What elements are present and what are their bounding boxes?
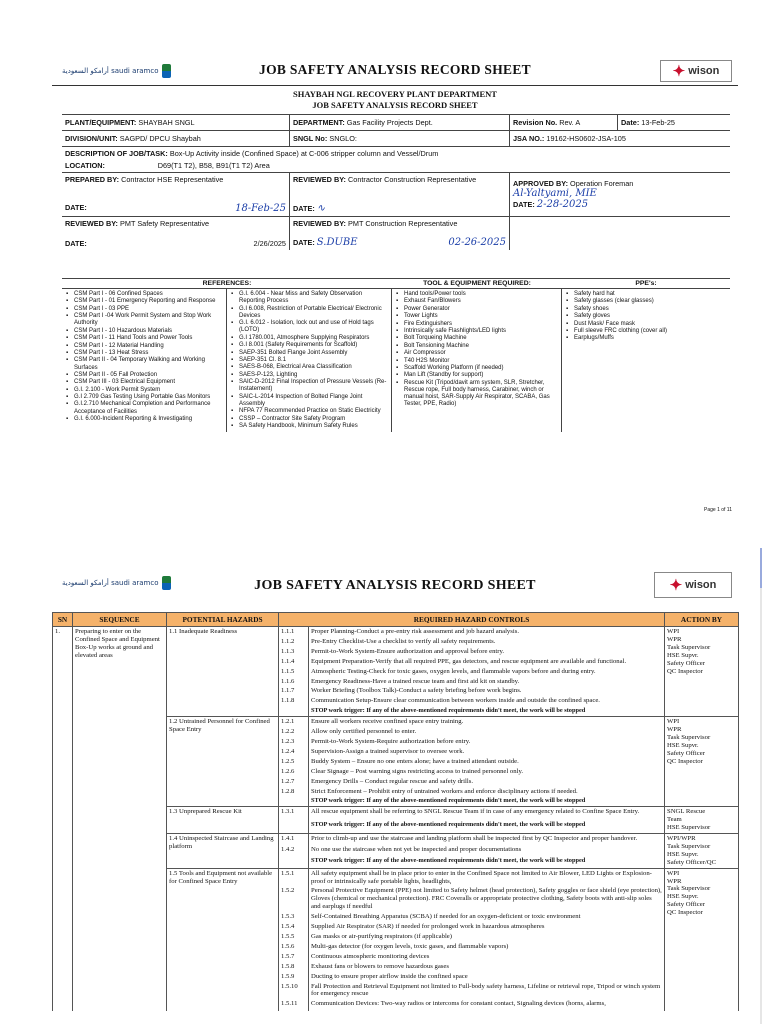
- list-item: ▪ SA Safety Handbook, Minimum Safety Rules: [231, 423, 387, 430]
- control-text: Permit-to-Work System-Ensure authorization and approval before entry.: [309, 647, 665, 657]
- control-code: 1.2.7: [279, 777, 309, 787]
- list-item: ▪ Power Generator: [396, 306, 557, 313]
- control-text: Communication Setup-Ensure clear communication between workers inside and outside the confined space.: [309, 696, 665, 706]
- list-item: ▪ SAES-B-068, Electrical Area Classification: [231, 364, 387, 371]
- list-item: ▪ CSM Part I - 10 Hazardous Materials: [66, 328, 222, 335]
- hazard-cell: 1.3 Unprepared Rescue Kit: [167, 807, 279, 834]
- control-text: Communication Devices: Two-way radios or intercoms for constant contact, Signaling devices (horns, alarms,: [309, 999, 665, 1009]
- approver-signature: Al-Yaltyami, MIE: [513, 188, 597, 199]
- list-item: ▪ CSSP – Contractor Site Safety Program: [231, 416, 387, 423]
- scrollbar-thumb[interactable]: [760, 548, 762, 588]
- control-text: Proper Planning-Conduct a pre-entry risk assessment and job hazard analysis.: [309, 627, 665, 637]
- list-item: ▪ T40 H2S Monitor: [396, 358, 557, 365]
- control-code: 1.2.2: [279, 727, 309, 737]
- references-section: REFERENCES: TOOL & EQUIPMENT REQUIRED: PPE's: ▪ CSM Part I - 06 Confined Spaces ▪ CSM Part I - 01 Emergency Reporting and Response ▪ CSM Part I - 03 PPE ▪ CSM Part I -04 Work Permit System and Stop Work Authority ▪ CSM Part I - 10 Hazardous Materials ▪ CSM Part I - 11 Hand Tools and Power Tools ▪ CSM Part I - 12 Material Handling ▪ CSM Part I - 13 Heat Stress ▪ CSM Part II - 04 Temporary Walking and Working Surfaces ▪ CSM Part II - 05 Fall Protection ▪ CSM Part III - 03 Electrical Equipment ▪ G.I. 2.100 - Work Permit System ▪ G.I 2.709 Gas Testing Using Portable Gas Monitors ▪ G.I.2.710 Mechanical Completion and Performance Acceptance of Facilities ▪ G.I. 6.000-Incident Reporting & Investigating ▪ G.I. 6.004 - Near Miss and Safety Observation Reporting Process ▪ G.I 6.008, Restriction of Portable Electrical/ Electronic Devices ▪ G.I. 6.012 - Isolation, lock out and use of Hold tags (LOTO) ▪ G.I 1780.001, Atmosphere Supplying Respirators ▪ G.I 8.001 (Safety Requirements for Scaffold) ▪ SAEP-351 Bolted Flange Joint Assembly ▪ SAEP-351 Cl. 8.1 ▪ SAES-B-068, Electrical Area Classification ▪ SAES-P-123, Lighting ▪ SAIC-D-2012 Final Inspection of Pressure Vessels (Re-Instatement) ▪ SAIC-L-2014 Inspection of Bolted Flange Joint Assembly ▪ NFPA 77 Recommended Practice on Static Electricity ▪ CSSP – Contractor Site Safety Program ▪ SA Safety Handbook, Minimum Safety Rules ▪ Hand tools/Power tools ▪ Exhaust Fan/Blowers ▪ Power Generator ▪ Tower Lights ▪ Fire Extinguishers ▪ Intrinsically safe Flashlights/LED lights ▪ Bolt Torqueing Machine ▪ Bolt Tensioning Machine ▪ Air Compressor ▪ T40 H2S Monitor ▪ Scaffold Working Platform (if needed) ▪ Man Lift (Standby for support) ▪ Rescue Kit (Tripod/davit arm system, SLR, Stretcher, Rescue rope, Full body harness, Carabiner, winch or manual hoist, SAR-Supply Air Respirator, SCABA, Gas Tester, PPE, Radio) ▪ Safety hard hat ▪ Safety glasses (clear glasses) ▪ Safety shoes ▪ Safety gloves ▪ Dust Mask/ Face mask ▪ Full sleeve FRC clothing (cover all) ▪ Earplugs/Muffs: [62, 278, 730, 432]
- aramco-logo: أرامكو السعودية saudi aramco: [62, 64, 171, 78]
- control-code: 1.5.11: [279, 999, 309, 1009]
- list-item: ▪ SAIC-L-2014 Inspection of Bolted Flange Joint Assembly: [231, 394, 387, 408]
- control-code: 1.5.5: [279, 932, 309, 942]
- control-code: 1.2.5: [279, 757, 309, 767]
- list-item: ▪ G.I 1780.001, Atmosphere Supplying Respirators: [231, 335, 387, 342]
- control-text: Clear Signage – Post warning signs restricting access to trained personnel only.: [309, 767, 665, 777]
- page-title: JOB SAFETY ANALYSIS RECORD SHEET: [254, 578, 536, 593]
- table-row: [53, 627, 739, 637]
- list-item: ▪ SAEP-351 Cl. 8.1: [231, 357, 387, 364]
- scrollbar[interactable]: [760, 548, 762, 1024]
- jsa-page-2: [52, 560, 738, 1024]
- list-item: ▪ CSM Part III - 03 Electrical Equipment: [66, 379, 222, 386]
- hazard-table: [52, 612, 739, 1011]
- list-item: ▪ CSM Part I - 03 PPE: [66, 306, 222, 313]
- control-code: 1.2.6: [279, 767, 309, 777]
- list-item: ▪ G.I.2.710 Mechanical Completion and Performance Acceptance of Facilities: [66, 401, 222, 415]
- list-item: ▪ CSM Part I - 06 Confined Spaces: [66, 291, 222, 298]
- list-item: ▪ G.I. 6.012 - Isolation, lock out and use of Hold tags (LOTO): [231, 320, 387, 334]
- list-item: ▪ SAES-P-123, Lighting: [231, 372, 387, 379]
- list-item: ▪ CSM Part I - 11 Hand Tools and Power Tools: [66, 335, 222, 342]
- control-code: 1.5.2: [279, 886, 309, 912]
- table-header-row: SN SEQUENCE POTENTIAL HAZARDS REQUIRED HAZARD CONTROLS ACTION BY: [53, 613, 739, 627]
- control-text: Pre-Entry Checklist-Use a checklist to verify all safety requirements.: [309, 637, 665, 647]
- control-text: Supervision-Assign a trained supervisor to oversee work.: [309, 747, 665, 757]
- control-text: Buddy System – Ensure no one enters alone; have a trained attendant outside.: [309, 757, 665, 767]
- list-item: ▪ G.I. 2.100 - Work Permit System: [66, 387, 222, 394]
- list-item: ▪ Rescue Kit (Tripod/davit arm system, SLR, Stretcher, Rescue rope, Full body harness, Carabiner, winch or manual hoist, SAR-Supply Air Respirator, SCABA, Gas Tester, PPE, Radio): [396, 380, 557, 409]
- list-item: ▪ Exhaust Fan/Blowers: [396, 298, 557, 305]
- control-text: Self-Contained Breathing Apparatus (SCBA) if needed for an oxygen-deficient or toxic environment: [309, 912, 665, 922]
- wison-logo: ✦ wison: [660, 60, 732, 82]
- department-heading: SHAYBAH NGL RECOVERY PLANT DEPARTMENT JOB SAFETY ANALYSIS RECORD SHEET: [293, 89, 497, 110]
- action-by-cell: WPI/WPR Task Supervisor HSE Supvr. Safety Officer/QC: [665, 834, 739, 869]
- list-item: ▪ Earplugs/Muffs: [566, 335, 726, 342]
- list-item: ▪ CSM Part I - 01 Emergency Reporting and Response: [66, 298, 222, 305]
- action-by-cell: SNGL Rescue Team HSE Supervisor: [665, 807, 739, 834]
- list-item: ▪ G.I 2.709 Gas Testing Using Portable Gas Monitors: [66, 394, 222, 401]
- control-text: Strict Enforcement – Prohibit entry of untrained workers and enforce disciplinary actions if needed.: [309, 787, 665, 797]
- list-item: ▪ Safety gloves: [566, 313, 726, 320]
- list-item: ▪ Tower Lights: [396, 313, 557, 320]
- list-item: ▪ Man Lift (Standby for support): [396, 372, 557, 379]
- list-item: ▪ Safety glasses (clear glasses): [566, 298, 726, 305]
- list-item: ▪ SAIC-D-2012 Final Inspection of Pressure Vessels (Re-Instatement): [231, 379, 387, 393]
- control-code: 1.2.1: [279, 717, 309, 727]
- control-text: Emergency Readiness-Have a trained rescue team and first aid kit on standby.: [309, 677, 665, 687]
- control-code: 1.5.4: [279, 922, 309, 932]
- control-code: 1.1.2: [279, 637, 309, 647]
- control-text: Equipment Preparation-Verify that all required PPE, gas detectors, and rescue equipment are available and functional.: [309, 657, 665, 667]
- action-by-cell: WPI WPR Task Supervisor HSE Supvr. Safety Officer QC Inspector: [665, 717, 739, 807]
- control-code: 1.1.6: [279, 677, 309, 687]
- control-text: Personal Protective Equipment (PPE) not limited to Safety helmet (head protection), Safety goggles or face shield (eye protection), Gloves (chemical or mechanical protection). FRC Coveralls or appropriate protective clothing, Safety boots with anti-slip soles and earplugs if needful: [309, 886, 665, 912]
- jsa-page-1: [52, 56, 738, 516]
- control-text: Worker Briefing (Toolbox Talk)-Conduct a safety briefing before work begins.: [309, 686, 665, 696]
- list-item: ▪ G.I 6.008, Restriction of Portable Electrical/ Electronic Devices: [231, 306, 387, 320]
- list-item: ▪ G.I. 6.004 - Near Miss and Safety Observation Reporting Process: [231, 291, 387, 305]
- list-item: ▪ CSM Part II - 04 Temporary Walking and Working Surfaces: [66, 357, 222, 371]
- aramco-logo: أرامكو السعودية saudi aramco: [62, 576, 171, 590]
- references-list-1: [62, 289, 227, 432]
- control-code: 1.5.10: [279, 982, 309, 1000]
- jsa-info-grid: PLANT/EQUIPMENT: SHAYBAH SNGL DEPARTMENT: Gas Facility Projects Dept. Revision No. Rev. A Date: 13-Feb-25 DIVISION/UNIT: SAGPD/ DPCU Shaybah SNGL No: SNGLO: JSA NO.: 19162-HS0602-JSA-105 DESCRIPTION OF JOB/TASK: Box-Up Activity inside (Confined Space) at C-006 stripper column and Vessel/Drum LOCATION: D69(T1 T2), B58, B91(T1 T2) Area PREPARED BY: Contractor HSE Representative DATE: 18-Feb-25 REVIEWED BY: Contractor Construction Representative DATE: ∿ APPROVED BY: Operation Foreman Al-Yaltyami, MIE DATE: 2-28-2025 REVIEWED BY: PMT Safety Representative DATE: 2/26/2025 REVIEWED BY: PMT Construction Representative DATE: S.DUBE 02-26-2025: [62, 114, 730, 250]
- control-text: Prior to climb-up and use the staircase and landing platform shall be inspected first by QC Inspector and proper handover.: [309, 834, 665, 846]
- control-code: 1.5.6: [279, 942, 309, 952]
- list-item: ▪ CSM Part I - 13 Heat Stress: [66, 350, 222, 357]
- wison-logo-icon: ✦: [672, 63, 686, 80]
- page-header: [52, 56, 738, 86]
- control-code: 1.2.8: [279, 787, 309, 797]
- control-text: Permit-to-Work System-Require authorization before entry.: [309, 737, 665, 747]
- page-title: JOB SAFETY ANALYSIS RECORD SHEET: [259, 62, 531, 77]
- list-item: ▪ NFPA 77 Recommended Practice on Static Electricity: [231, 408, 387, 415]
- list-item: ▪ Safety hard hat: [566, 291, 726, 298]
- control-code: 1.1.5: [279, 667, 309, 677]
- page-header: [52, 560, 738, 604]
- control-code: 1.5.9: [279, 972, 309, 982]
- control-text: All rescue equipment shall be referring to SNGL Rescue Team if in case of any emergency related to Confine Space Entry.: [309, 807, 665, 820]
- page-number: Page 1 of 11: [704, 507, 732, 513]
- list-item: ▪ Full sleeve FRC clothing (cover all): [566, 328, 726, 335]
- control-text: Gas masks or air-purifying respirators (if applicable): [309, 932, 665, 942]
- hazard-cell: 1.4 Uninspected Staircase and Landing platform: [167, 834, 279, 869]
- control-code: 1.5.3: [279, 912, 309, 922]
- references-list-2: [227, 289, 392, 432]
- control-text: Continuous atmospheric monitoring devices: [309, 952, 665, 962]
- action-by-cell: WPI WPR Task Supervisor HSE Supvr. Safety Officer QC Inspector: [665, 868, 739, 1011]
- control-text: Ducting to ensure proper airflow inside the confined space: [309, 972, 665, 982]
- control-text: Emergency Drills – Conduct regular rescue and safety drills.: [309, 777, 665, 787]
- control-code: 1.4.1: [279, 834, 309, 846]
- control-text: Multi-gas detector (for oxygen levels, toxic gases, and flammable vapors): [309, 942, 665, 952]
- control-code: 1.4.2: [279, 845, 309, 856]
- list-item: ▪ G.I. 6.000-Incident Reporting & Investigating: [66, 416, 222, 423]
- list-item: ▪ Air Compressor: [396, 350, 557, 357]
- control-code: 1.1.7: [279, 686, 309, 696]
- control-text: Ensure all workers receive confined space entry training.: [309, 717, 665, 727]
- control-code: 1.5.7: [279, 952, 309, 962]
- control-text: Supplied Air Respirator (SAR) if needed for prolonged work in hazardous atmospheres: [309, 922, 665, 932]
- list-item: ▪ CSM Part I - 12 Material Handling: [66, 343, 222, 350]
- sn-cell: 1.: [53, 627, 73, 1012]
- control-code: 1.1.4: [279, 657, 309, 667]
- ppe-list: [562, 289, 730, 432]
- control-code: 1.3.1: [279, 807, 309, 820]
- list-item: ▪ Safety shoes: [566, 306, 726, 313]
- list-item: ▪ SAEP-351 Bolted Flange Joint Assembly: [231, 350, 387, 357]
- control-text: Fall Protection and Retrieval Equipment not limited to Full-body safety harness, Lifeline or retrieval rope, Tripod or winch system for emergency rescue: [309, 982, 665, 1000]
- control-code: 1.2.4: [279, 747, 309, 757]
- list-item: ▪ CSM Part II - 05 Fall Protection: [66, 372, 222, 379]
- action-by-cell: WPI WPR Task Supervisor HSE Supvr. Safety Officer QC Inspector: [665, 627, 739, 717]
- wison-logo-icon: ✦: [669, 577, 683, 594]
- hazard-cell: 1.5 Tools and Equipment not available for Confined Space Entry: [167, 868, 279, 1011]
- sequence-cell: Preparing to enter on the Confined Space and Equipment Box-Up works at ground and elevated areas: [73, 627, 167, 1012]
- list-item: ▪ Hand tools/Power tools: [396, 291, 557, 298]
- control-code: 1.5.8: [279, 962, 309, 972]
- tools-list: [392, 289, 562, 432]
- hazard-cell: 1.2 Untrained Personnel for Confined Space Entry: [167, 717, 279, 807]
- list-item: ▪ Fire Extinguishers: [396, 321, 557, 328]
- control-text: No one use the staircase when not yet be inspected and proper documentations: [309, 845, 665, 856]
- prepared-signature: 18-Feb-25: [235, 203, 286, 214]
- list-item: ▪ Bolt Torqueing Machine: [396, 335, 557, 342]
- stop-trigger: STOP work trigger: If any of the above-mentioned requirements didn't meet, the work will be stopped: [309, 820, 665, 833]
- list-item: ▪ Dust Mask/ Face mask: [566, 321, 726, 328]
- control-text: Allow only certified personnel to enter.: [309, 727, 665, 737]
- control-text: All safety equipment shall be in place prior to enter in the Confined Space not limited to Air Blower, LED Lights or Explosion-proof or intrinsically safe portable lights, headlights,: [309, 868, 665, 886]
- list-item: ▪ Scaffold Working Platform (if needed): [396, 365, 557, 372]
- hazard-cell: 1.1 Inadequate Readiness: [167, 627, 279, 717]
- control-code: 1.2.3: [279, 737, 309, 747]
- control-text: Atmospheric Testing-Check for toxic gases, oxygen levels, and flammable vapors before and during entry.: [309, 667, 665, 677]
- stop-trigger: STOP work trigger: If any of the above-mentioned requirements didn't meet, the work will be stopped: [309, 796, 665, 806]
- stop-trigger: STOP work trigger: If any of the above-mentioned requirements didn't meet, the work will be stopped: [309, 856, 665, 868]
- control-text: Exhaust fans or blowers to remove hazardous gases: [309, 962, 665, 972]
- control-code: 1.1.8: [279, 696, 309, 706]
- control-code: 1.1.3: [279, 647, 309, 657]
- reviewer-signature: ∿: [316, 203, 326, 214]
- list-item: ▪ Intrinsically safe Flashlights/LED lights: [396, 328, 557, 335]
- wison-logo: ✦ wison: [654, 572, 732, 598]
- control-code: 1.5.1: [279, 868, 309, 886]
- stop-trigger: STOP work trigger: If any of the above-mentioned requirements didn't meet, the work will be stopped: [309, 706, 665, 716]
- control-code: 1.1.1: [279, 627, 309, 637]
- list-item: ▪ Bolt Tensioning Machine: [396, 343, 557, 350]
- list-item: ▪ G.I 8.001 (Safety Requirements for Scaffold): [231, 342, 387, 349]
- list-item: ▪ CSM Part I -04 Work Permit System and Stop Work Authority: [66, 313, 222, 327]
